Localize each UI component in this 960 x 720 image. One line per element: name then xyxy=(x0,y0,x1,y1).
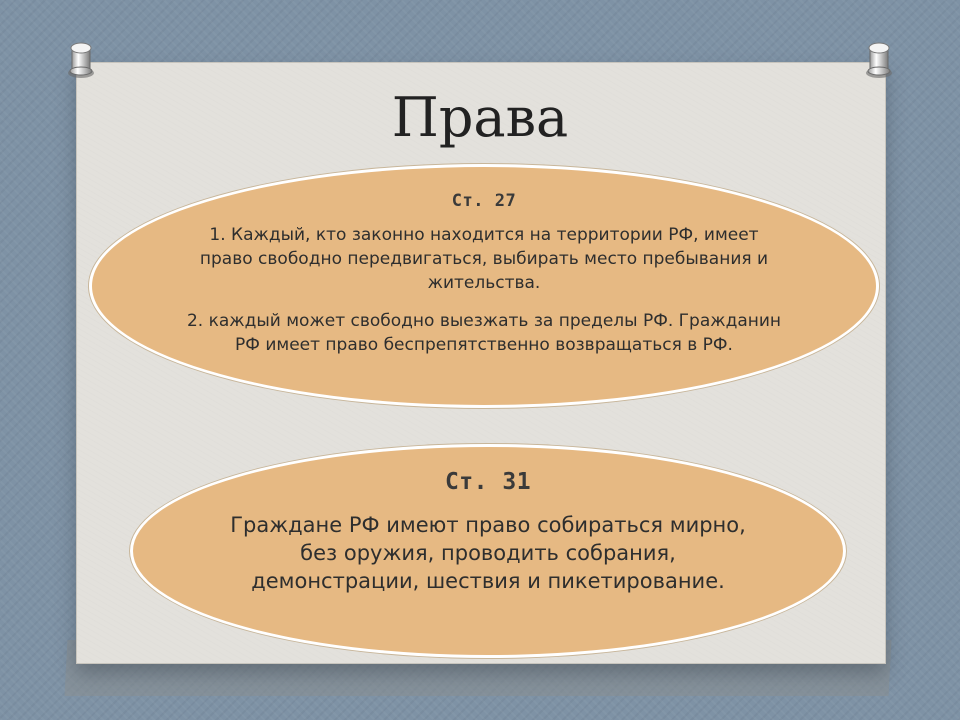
article-31-ellipse xyxy=(130,444,846,658)
article-27-heading: Ст. 27 xyxy=(451,191,517,211)
article-31-heading: Ст. 31 xyxy=(444,469,532,495)
article-27-ellipse xyxy=(89,164,879,408)
pushpin-icon xyxy=(862,38,896,80)
article-27-paragraph-1: 1. Каждый, кто законно находится на территории РФ, имеет право свободно передвигаться, выбирать место пребывания и жительства. xyxy=(199,225,769,293)
article-31-text: Граждане РФ имеют право собираться мирно, без оружия, проводить собрания, демонстрации, шествия и пикетирование. xyxy=(230,513,746,593)
pushpin-icon xyxy=(64,38,98,80)
article-27-paragraph-2: 2. каждый может свободно выезжать за пределы РФ. Гражданин РФ имеет право беспрепятственно возвращаться в РФ. xyxy=(186,311,782,355)
slide-title: Права xyxy=(391,86,569,149)
